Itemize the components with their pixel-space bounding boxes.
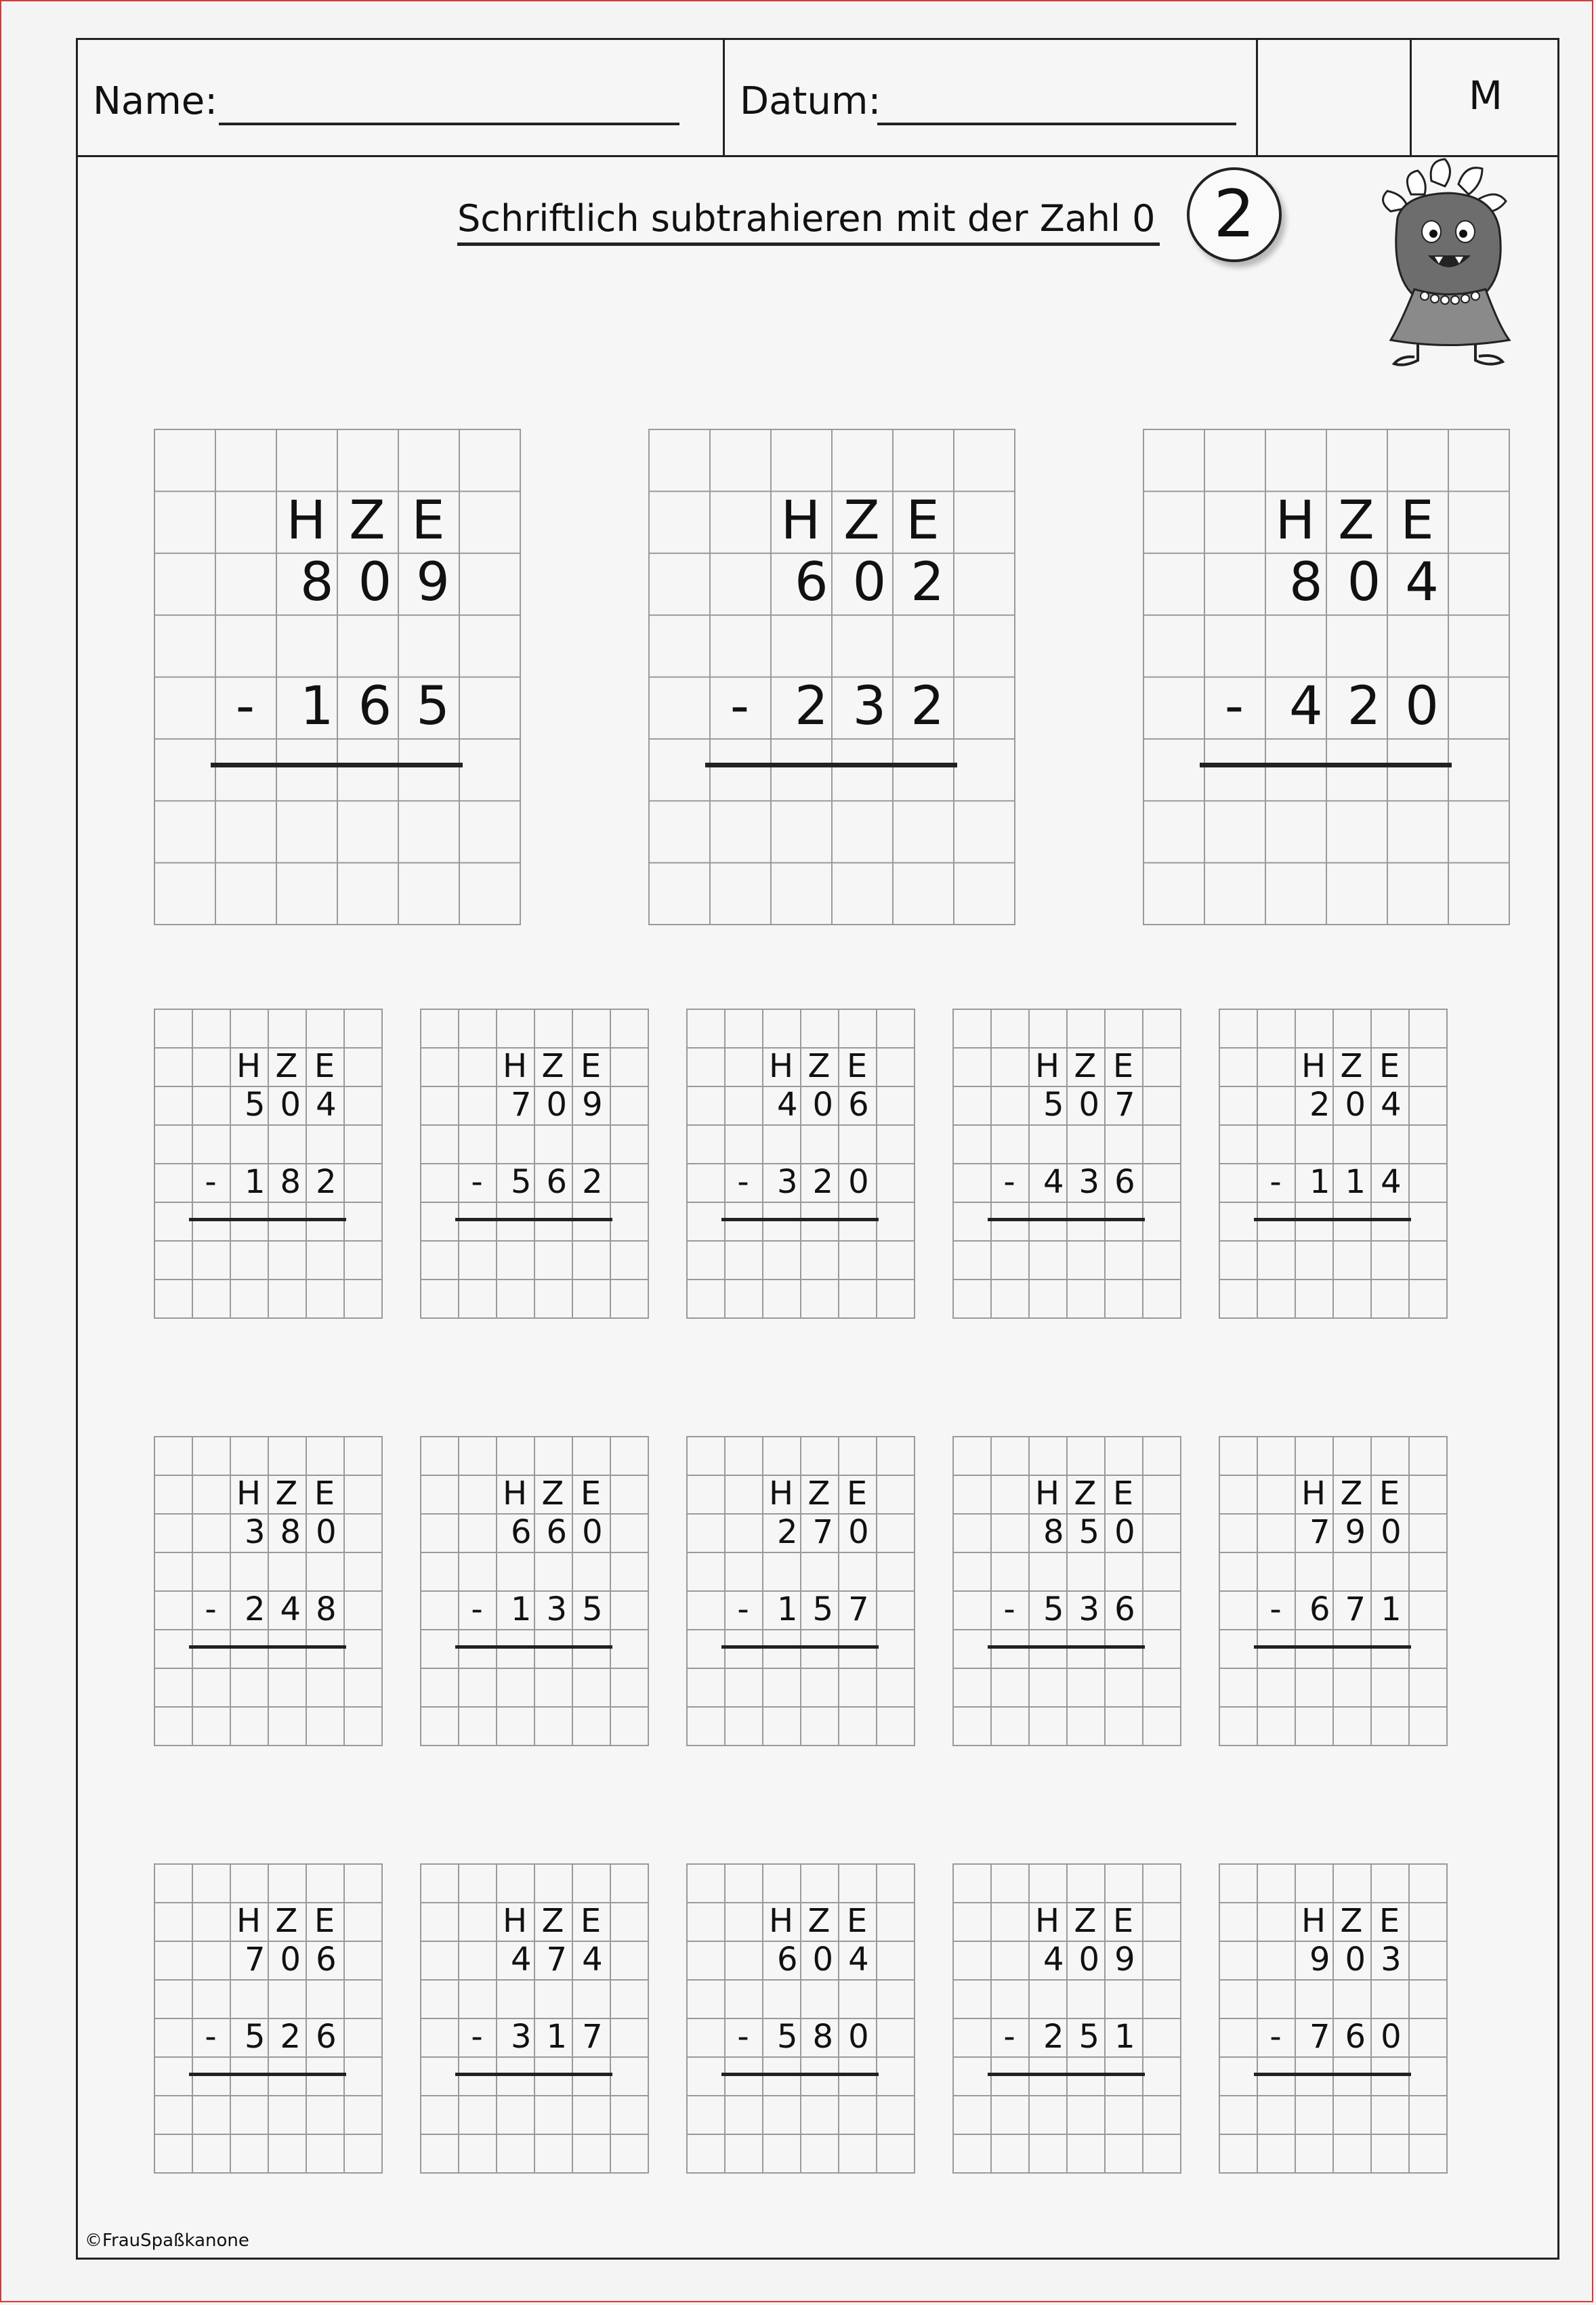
result-line [1254,1218,1411,1221]
small-task-2 [420,1009,649,1319]
subtrahend: 760 [1309,2018,1416,2056]
header-h: H [502,1902,528,1940]
small-task-12 [420,1863,649,2174]
minus-sign: - [1269,1590,1282,1628]
minuend: 709 [511,1086,618,1124]
header-e: E [846,1902,868,1940]
minuend: 804 [1289,552,1463,613]
subtrahend: 580 [777,2018,884,2056]
header-z: Z [807,1475,831,1513]
header-z: Z [275,1475,298,1513]
header-e: E [846,1047,868,1085]
subtrahend: 320 [777,1163,884,1201]
blank-cell [1258,40,1412,155]
header-z: Z [349,490,385,551]
minus-sign: - [205,2018,217,2056]
minus-sign: - [1224,676,1244,737]
result-line [455,2073,612,2076]
header-h: H [1034,1047,1060,1085]
minuend: 602 [795,552,969,613]
header-h: H [1034,1902,1060,1940]
copyright-notice: ©FrauSpaßkanone [85,2230,249,2251]
small-task-1 [154,1009,383,1319]
result-line [211,763,463,767]
name-field-line[interactable] [219,123,679,125]
minuend: 406 [777,1086,884,1124]
name-label: Name: [93,79,218,123]
minuend: 809 [300,552,474,613]
subtrahend: 436 [1043,1163,1150,1201]
subtrahend: 562 [511,1163,618,1201]
header-z: Z [1074,1047,1097,1085]
header-z: Z [1340,1047,1363,1085]
subtrahend: 526 [245,2018,352,2056]
header-h: H [768,1047,794,1085]
header-e: E [1379,1902,1400,1940]
big-task-3 [1143,429,1510,925]
header-z: Z [1340,1475,1363,1513]
big-task-1 [154,429,521,925]
header-h: H [780,490,821,551]
header-e: E [314,1475,335,1513]
minuend: 706 [245,1941,352,1979]
result-line [988,1645,1145,1649]
minuend: 507 [1043,1086,1150,1124]
header-z: Z [541,1902,564,1940]
header-e: E [580,1475,602,1513]
subtrahend: 420 [1289,676,1463,737]
header-h: H [236,1475,261,1513]
name-cell [78,40,725,155]
minuend: 903 [1309,1941,1416,1979]
header-e: E [846,1475,868,1513]
small-task-7 [420,1436,649,1746]
header-z: Z [275,1902,298,1940]
minus-sign: - [471,1590,483,1628]
header-e: E [580,1902,602,1940]
header-h: H [286,490,327,551]
minus-sign: - [205,1590,217,1628]
small-task-6 [154,1436,383,1746]
monster-mascot-illustration [1364,154,1540,377]
header-h: H [768,1475,794,1513]
minus-sign: - [737,2018,749,2056]
small-task-10 [1219,1436,1448,1746]
header-h: H [1301,1475,1326,1513]
minuend: 660 [511,1513,618,1551]
small-task-9 [952,1436,1181,1746]
header-z: Z [541,1047,564,1085]
header-e: E [1112,1902,1134,1940]
small-task-3 [686,1009,915,1319]
minus-sign: - [737,1163,749,1201]
header-e: E [1400,490,1434,551]
subtrahend: 114 [1309,1163,1416,1201]
header-e: E [314,1902,335,1940]
minus-sign: - [1003,1590,1015,1628]
minuend: 790 [1309,1513,1416,1551]
header-z: Z [1074,1902,1097,1940]
subtrahend: 317 [511,2018,618,2056]
result-line [455,1218,612,1221]
subtrahend: 251 [1043,2018,1150,2056]
small-task-15 [1219,1863,1448,2174]
minus-sign: - [737,1590,749,1628]
header-e: E [906,490,940,551]
subtrahend: 671 [1309,1590,1416,1628]
result-line [189,2073,346,2076]
minus-sign: - [471,2018,483,2056]
minus-sign: - [205,1163,217,1201]
minuend: 604 [777,1941,884,1979]
header-e: E [1379,1047,1400,1085]
header-z: Z [1340,1902,1363,1940]
minus-sign: - [1269,1163,1282,1201]
result-line [721,1645,879,1649]
header-e: E [1379,1475,1400,1513]
date-cell [725,40,1258,155]
header-z: Z [807,1047,831,1085]
minuend: 409 [1043,1941,1150,1979]
small-task-11 [154,1863,383,2174]
minuend: 380 [245,1513,352,1551]
result-line [189,1218,346,1221]
header-h: H [1034,1475,1060,1513]
header-h: H [1301,1047,1326,1085]
subtrahend: 232 [795,676,969,737]
header-h: H [236,1902,261,1940]
date-field-line[interactable] [877,123,1236,125]
header-e: E [580,1047,602,1085]
small-task-14 [952,1863,1181,2174]
small-task-8 [686,1436,915,1746]
header-z: Z [807,1902,831,1940]
minuend: 504 [245,1086,352,1124]
header-z: Z [843,490,880,551]
minuend: 204 [1309,1086,1416,1124]
header-z: Z [1074,1475,1097,1513]
small-task-13 [686,1863,915,2174]
header-h: H [768,1902,794,1940]
small-task-4 [952,1009,1181,1319]
date-label: Datum: [740,79,881,123]
subtrahend: 165 [300,676,474,737]
minus-sign: - [1003,2018,1015,2056]
result-line [189,1645,346,1649]
result-line [721,1218,879,1221]
result-line [988,1218,1145,1221]
header-h: H [236,1047,261,1085]
version-cell [1412,40,1559,155]
minuend: 474 [511,1941,618,1979]
small-task-5 [1219,1009,1448,1319]
header-h: H [502,1047,528,1085]
minus-sign: - [1003,1163,1015,1201]
worksheet [76,38,1559,2260]
sheet-number-badge: 2 [1187,167,1282,262]
result-line [705,763,957,767]
header-bar [78,40,1557,157]
minus-sign: - [235,676,255,737]
header-z: Z [1338,490,1374,551]
result-line [1254,1645,1411,1649]
result-line [988,2073,1145,2076]
subtrahend: 135 [511,1590,618,1628]
header-h: H [1275,490,1316,551]
minus-sign: - [730,676,750,737]
minus-sign: - [1269,2018,1282,2056]
big-task-2 [648,429,1015,925]
header-z: Z [275,1047,298,1085]
header-e: E [411,490,445,551]
header-e: E [1112,1047,1134,1085]
header-z: Z [541,1475,564,1513]
header-e: E [1112,1475,1134,1513]
header-h: H [1301,1902,1326,1940]
subtrahend: 157 [777,1590,884,1628]
result-line [1254,2073,1411,2076]
minuend: 270 [777,1513,884,1551]
subtrahend: 248 [245,1590,352,1628]
subtrahend: 536 [1043,1590,1150,1628]
subtrahend: 182 [245,1163,352,1201]
header-e: E [314,1047,335,1085]
result-line [1200,763,1452,767]
worksheet-title: Schriftlich subtrahieren mit der Zahl 0 [457,197,1160,246]
minuend: 850 [1043,1513,1150,1551]
version-label: M [1468,72,1503,119]
result-line [721,2073,879,2076]
result-line [455,1645,612,1649]
minus-sign: - [471,1163,483,1201]
header-h: H [502,1475,528,1513]
